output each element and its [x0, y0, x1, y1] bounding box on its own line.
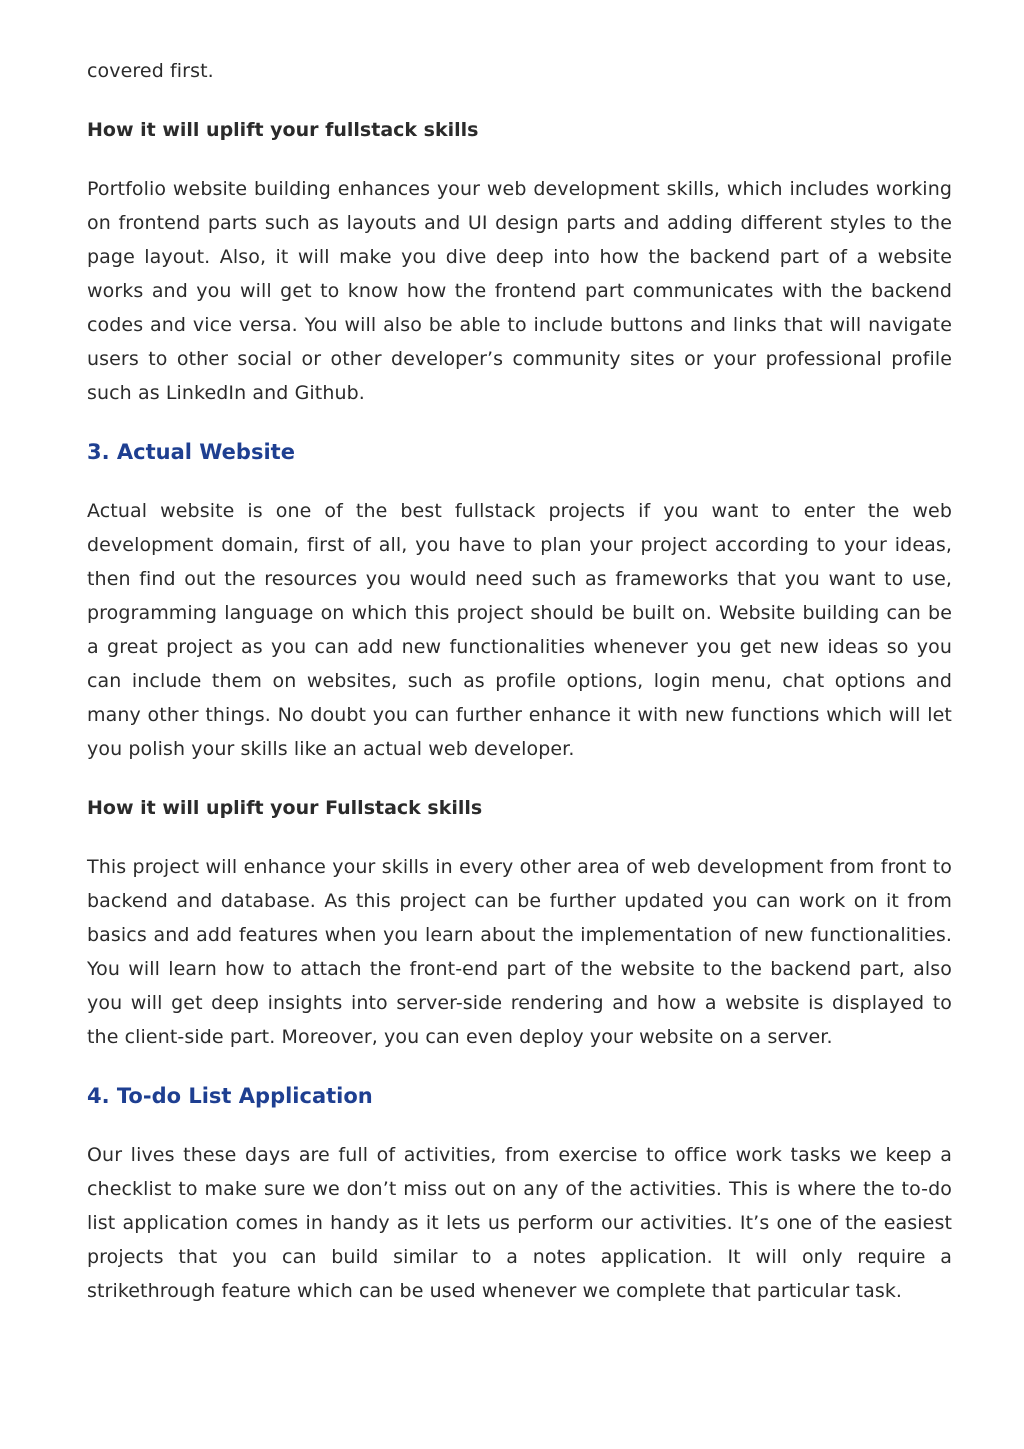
spacer	[87, 469, 952, 494]
spacer	[87, 410, 952, 435]
spacer	[87, 147, 952, 172]
portfolio-skills-subheading: How it will uplift your fullstack skills	[87, 119, 479, 141]
actual-website-skills-paragraph: This project will enhance your skills in every other area of web development from front to backend and database. As this project can be further updated you can work on it from basics and add features when you learn about the implementation of new functionalities. You will learn how to attach the front-end part of the website to the backend part, also you will get deep insights into server-side rendering and how a website is displayed to the client-side part. Moreover, you can even deploy your website on a server.	[87, 856, 952, 1048]
actual-website-skills-subheading: How it will uplift your Fullstack skills	[87, 797, 483, 819]
spacer	[87, 1054, 952, 1079]
section-3-paragraph: Actual website is one of the best fullstack projects if you want to enter the web development domain, first of all, you have to plan your project according to your ideas, then find out the resources you would need such as frameworks that you want to use, programming language on which this project should be built on. Website building can be a great project as you can add new functionalities whenever you get new ideas so you can include them on websites, such as profile options, login menu, chat options and many other things. No doubt you can further enhance it with new functions which will let you polish your skills like an actual web developer.	[87, 500, 952, 760]
document-page	[87, 54, 952, 1308]
intro-tail-text: covered first.	[87, 60, 214, 82]
spacer	[87, 766, 952, 791]
spacer	[87, 88, 952, 113]
portfolio-skills-paragraph: Portfolio website building enhances your web development skills, which includes working on frontend parts such as layouts and UI design parts and adding different styles to the page layout. Also, it will make you dive deep into how the backend part of a website works and you will get to know how the frontend part communicates with the backend codes and vice versa. You will also be able to include buttons and links that will navigate users to other social or other developer’s community sites or your professional profile such as LinkedIn and Github.	[87, 178, 952, 404]
section-4-paragraph: Our lives these days are full of activities, from exercise to office work tasks we keep a checklist to make sure we don’t miss out on any of the activities. This is where the to-do list application comes in handy as it lets us perform our activities. It’s one of the easiest projects that you can build similar to a notes application. It will only require a strikethrough feature which can be used whenever we complete that particular task.	[87, 1144, 952, 1302]
spacer	[87, 825, 952, 850]
section-3-title: 3. Actual Website	[87, 440, 295, 464]
section-4-title: 4. To-do List Application	[87, 1084, 373, 1108]
spacer	[87, 1113, 952, 1138]
